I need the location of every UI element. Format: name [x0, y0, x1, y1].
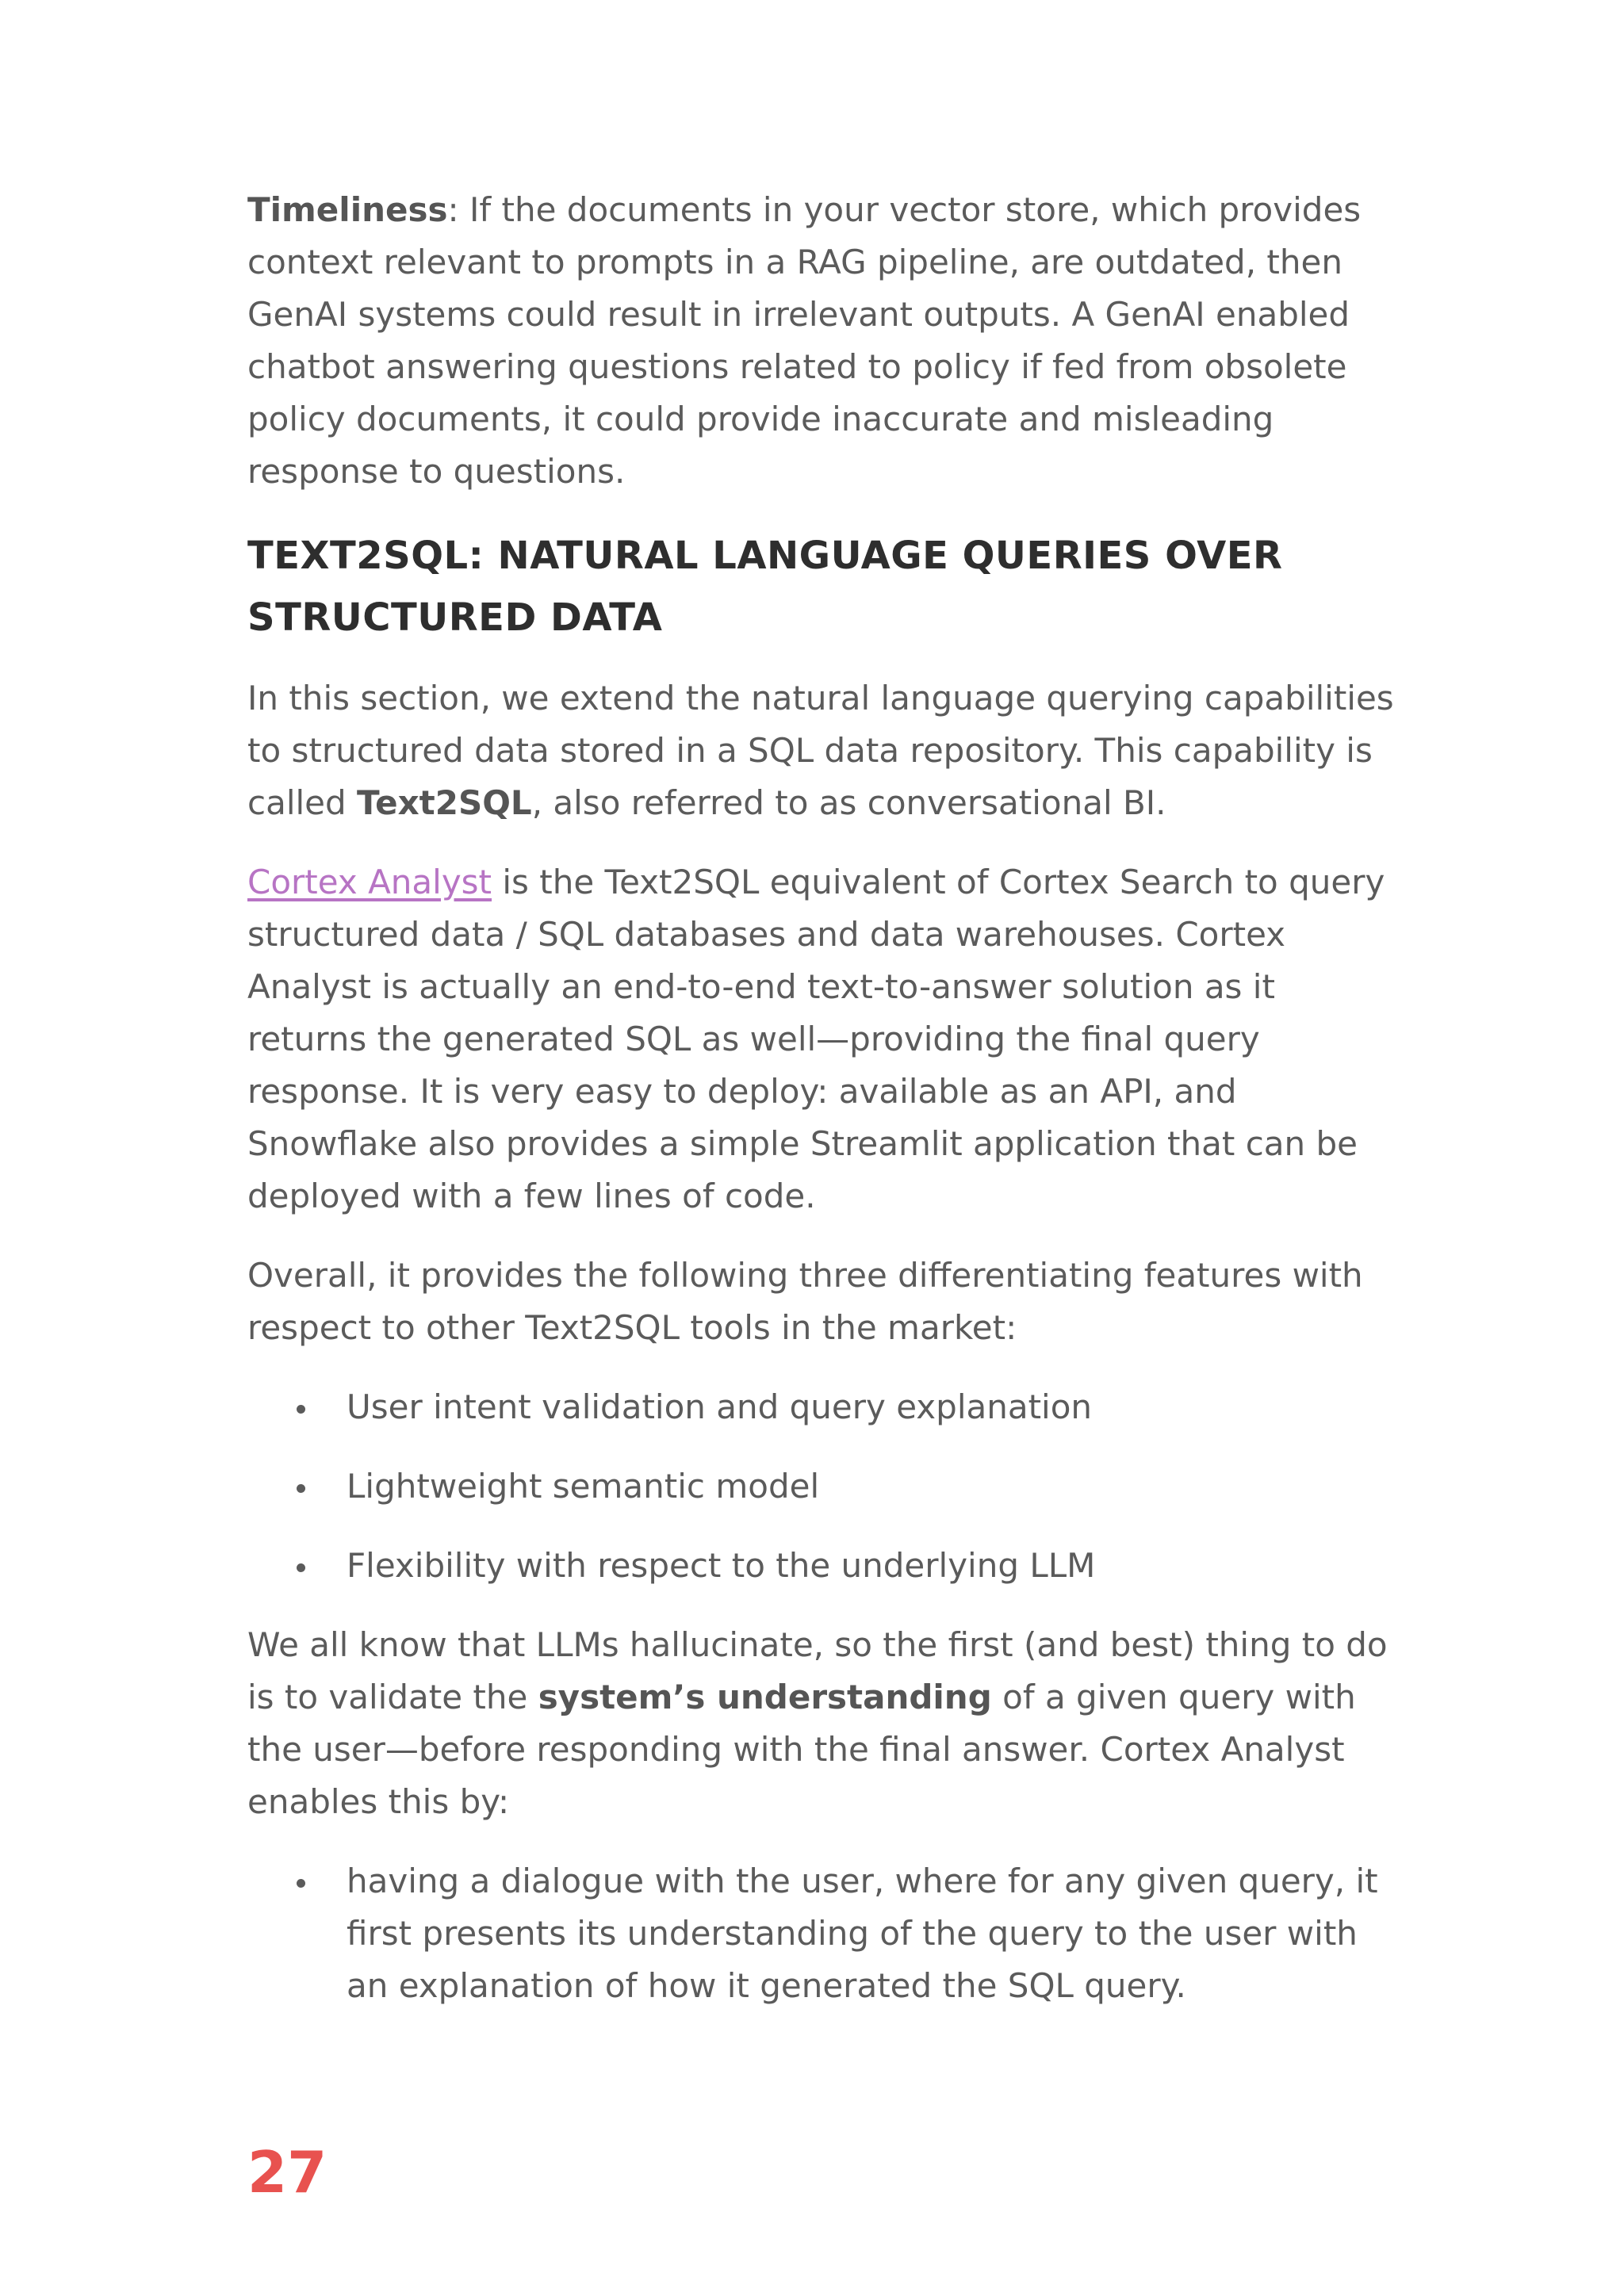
section-heading	[247, 525, 1397, 649]
timeliness-paragraph	[247, 184, 1397, 498]
list-item	[247, 1381, 1397, 1433]
timeliness-text: : If the documents in your vector store, which provides context relevant to prompts in a RAG pipeline, are outdated, then GenAI systems could result in irrelevant outputs. A GenAI enabled chatbot answering questions related to policy if fed from obsolete policy documents, it could provide inaccurate and misleading response to questions.	[247, 190, 1362, 491]
intro-text-before: In this section, we extend the natural language querying capabilities to structured data stored in a SQL data repository. This capability is called	[247, 679, 1394, 822]
hallucinate-text-after: of a given query with the user—before responding with the final answer. Cortex Analyst enables this by:	[247, 1678, 1356, 1821]
section-heading-line2: STRUCTURED DATA	[247, 595, 663, 640]
enables-list	[247, 1855, 1397, 2012]
cortex-analyst-link[interactable]: Cortex Analyst	[247, 863, 492, 901]
hallucinate-bold-term: system’s understanding	[538, 1678, 992, 1716]
section-heading-line1: TEXT2SQL: NATURAL LANGUAGE QUERIES OVER	[247, 534, 1283, 578]
feature-text: Flexibility with respect to the underlying LLM	[347, 1546, 1096, 1585]
bullet-icon	[297, 1879, 305, 1888]
hallucinate-paragraph	[247, 1619, 1397, 1828]
feature-text: Lightweight semantic model	[347, 1467, 820, 1506]
intro-bold-term: Text2SQL	[357, 783, 532, 822]
bullet-icon	[297, 1563, 305, 1572]
list-item	[247, 1460, 1397, 1513]
cortex-text: is the Text2SQL equivalent of Cortex Search to query structured data / SQL databases and data warehouses. Cortex Analyst is actually an end-to-end text-to-answer solution as it returns the generated SQL as well—providing the final query response. It is very easy to deploy: available as an API, and Snowflake also provides a simple Streamlit application that can be deployed with a few lines of code.	[247, 863, 1385, 1215]
page-number: 27	[247, 2139, 327, 2206]
intro-paragraph	[247, 672, 1397, 829]
enables-text: having a dialogue with the user, where for any given query, it first presents its understanding of the query to the user with an explanation of how it generated the SQL query.	[347, 1862, 1378, 2005]
list-item	[247, 1540, 1397, 1592]
page-content	[247, 184, 1397, 2039]
bullet-icon	[297, 1405, 305, 1414]
hallucinate-text-before: We all know that LLMs hallucinate, so the first (and best) thing to do is to validate the	[247, 1625, 1388, 1716]
feature-text: User intent validation and query explanation	[347, 1387, 1093, 1426]
bullet-icon	[297, 1484, 305, 1493]
overall-paragraph: Overall, it provides the following three differentiating features with respect to other Text2SQL tools in the market:	[247, 1256, 1363, 1347]
features-list	[247, 1381, 1397, 1592]
intro-text-after: , also referred to as conversational BI.	[531, 783, 1166, 822]
timeliness-term: Timeliness	[247, 190, 448, 229]
list-item	[247, 1855, 1397, 2012]
cortex-paragraph	[247, 856, 1397, 1223]
